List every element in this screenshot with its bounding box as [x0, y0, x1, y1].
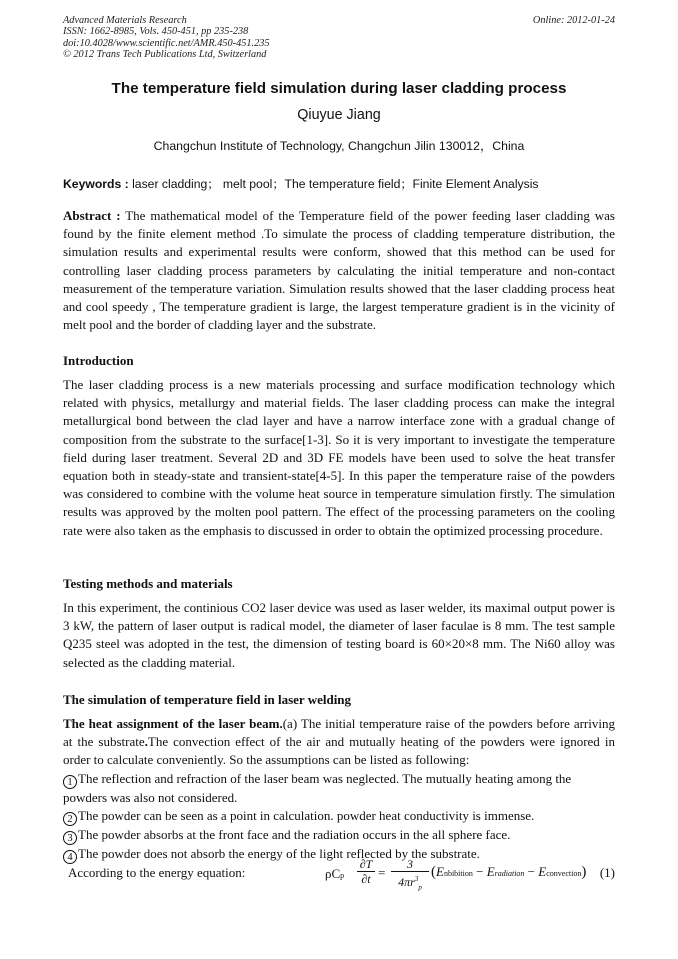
- equation-lhs: ρCp: [325, 866, 345, 881]
- assumption-item: 2 The powder can be seen as a point in calculation. powder heat conductivity is immense.: [63, 807, 615, 826]
- heat-assignment-subheading: The heat assignment of the laser beam.: [63, 716, 283, 731]
- equals-sign: =: [378, 865, 386, 880]
- keywords-text: laser cladding； melt pool；The temperature field；Finite Element Analysis: [128, 177, 539, 191]
- journal-meta: [63, 15, 270, 60]
- circled-number-4: 4: [63, 850, 77, 864]
- coefficient-fraction: 3 $4\pi r^3_p$: [391, 858, 429, 894]
- abstract: [63, 207, 615, 334]
- keywords-label: Keywords :: [63, 177, 129, 191]
- equation-rhs: (Enbibition − Eradiation − Econvection): [431, 864, 587, 880]
- online-date: Online: 2012-01-24: [532, 15, 615, 26]
- keywords: [63, 175, 539, 192]
- testing-heading: Testing methods and materials: [63, 576, 233, 591]
- circled-number-1: 1: [63, 775, 77, 789]
- assumption-item: 4 The powder does not absorb the energy of the light reflected by the substrate.: [63, 845, 615, 864]
- abstract-label: Abstract :: [63, 208, 121, 223]
- equation-number: (1): [599, 865, 615, 880]
- partial-derivative: ∂T ∂t: [357, 858, 375, 886]
- simulation-section: [63, 715, 615, 864]
- assumption-item: 3 The powder absorbs at the front face and the radiation occurs in the all sphere face.: [63, 826, 615, 845]
- simulation-heading: The simulation of temperature field in laser welding: [63, 692, 352, 707]
- paper-title: The temperature field simulation during laser cladding process: [111, 80, 567, 97]
- equation-lead: According to the energy equation:: [68, 865, 246, 880]
- introduction-heading: Introduction: [63, 353, 134, 368]
- journal-copyright: © 2012 Trans Tech Publications Ltd, Switzerland: [63, 48, 267, 60]
- testing-text: In this experiment, the continious CO2 laser device was used as laser welder, its maximal output power is 3 kW, the pattern of laser output is radical model, the diameter of laser faculae is 8 mm. The test sample Q235 steel was adopted in the test, the dimension of testing board is 60×20×8 mm. The Ni60 alloy was selected as the cladding material.: [63, 600, 615, 670]
- abstract-text: The mathematical model of the Temperature field of the power feeding laser cladding was found by the finite element method .To simulate the process of cladding temperature distribution, the simulation results and experimental results were conform, showed that this method can be used for controlling laser cladding process parameters by calculating the initial temperature and non-contact measurement of the temperature variation. Simulation results showed that the laser cladding process heat and cool speedy , The temperature gradient is large, the largest temperature gradient is in the vicinity of melt pool and the border of cladding layer and the substrate.: [63, 208, 615, 333]
- journal-issn: ISSN: 1662-8985, Vols. 450-451, pp 235-238: [63, 26, 249, 38]
- simulation-intro: The heat assignment of the laser beam.(a) The initial temperature raise of the powders before arriving at the substrate.The convection effect of the air and mutually heating of the powders were ignored in order to calculate conveniently. So the assumptions can be listed as following:: [63, 716, 615, 768]
- energy-equation: [63, 858, 615, 894]
- paper-author: Qiuyue Jiang: [297, 107, 381, 123]
- circled-number-3: 3: [63, 831, 77, 845]
- circled-number-2: 2: [63, 812, 77, 826]
- introduction-text: The laser cladding process is a new materials processing and surface modification technology which related with physics, metallurgy and material fields. The laser cladding process can make the integral metallurgical bond between the clad layer and have a narrow interface zone with a gradual change of composition from the substrate to the surface[1-3]. So it is very important to investigate the temperature field during laser treatment. Several 2D and 3D FE models have been used to solve the heat transfer equation both in steady-state and transient-state[4-5]. In this paper the temperature raise of the powders was considered to combine with the volume heat source in temperature simulation firstly. The simulation results was approved by the molten pool pattern. The effect of the processing parameters on the cooling rate were also taken as the emphasis to discussed in order to obtain the optimized processing procedure.: [63, 377, 615, 538]
- author-affiliation: Changchun Institute of Technology, Changchun Jilin 130012，China: [153, 139, 525, 153]
- assumption-item: 1 The reflection and refraction of the laser beam was neglected. The mutually heating among the powders was also not considered.: [63, 770, 572, 805]
- journal-name: Advanced Materials Research: [63, 15, 187, 26]
- journal-doi[interactable]: doi:10.4028/www.scientific.net/AMR.450-451.235: [63, 37, 270, 49]
